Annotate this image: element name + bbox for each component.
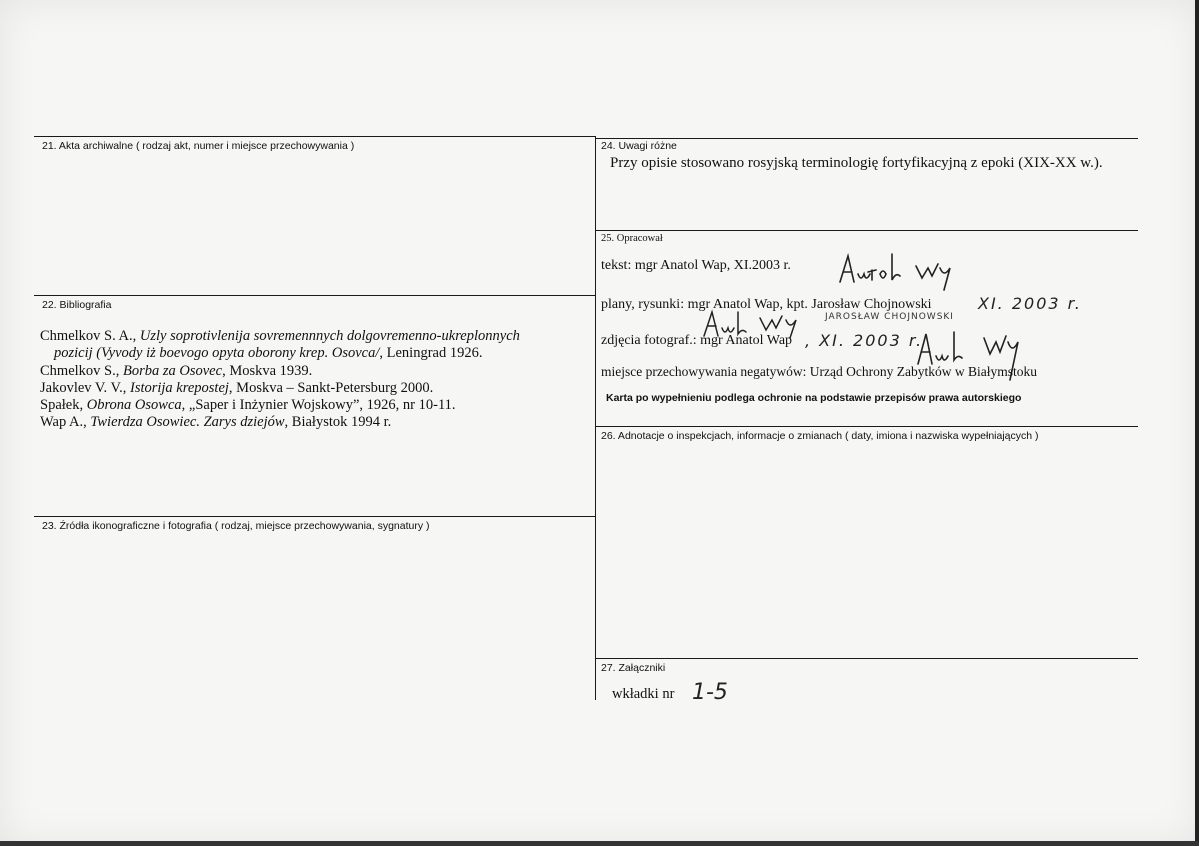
bibliography-entry: pozicij (Vyvody iż boevogo opyta oborony krep. Osovca/, Leningrad 1926. <box>54 345 483 362</box>
scan-edge-bottom <box>0 841 1199 846</box>
attachments-text: wkładki nr <box>612 686 675 702</box>
bibliography-list <box>40 328 520 432</box>
section-23-label: 23. Źródła ikonograficzne i fotografia ( rodzaj, miejsce przechowywania, sygnatury ) <box>42 520 430 532</box>
plans-text-line: plany, rysunki: mgr Anatol Wap, kpt. Jarosław Chojnowski <box>601 297 932 312</box>
section-25-label: 25. Opracował <box>601 233 663 244</box>
bibliography-entry: Chmelkov S. A., Uzly soprotivlenija sovremennnych dolgovremenno-ukreplonnych <box>40 328 520 344</box>
bibliography-entry: Wap A., Twierdza Osowiec. Zarys dziejów, Białystok 1994 r. <box>40 414 392 431</box>
negatives-storage-line: miejsce przechowywania negatywów: Urząd Ochrony Zabytków w Białymstoku <box>601 364 1038 379</box>
rule-25 <box>595 230 1138 231</box>
bibliography-entry: Jakovlev V. V., Istorija krepostej, Moskva – Sankt-Petersburg 2000. <box>40 379 434 396</box>
bibliography-entry: Chmelkov S., Borba za Osovec, Moskva 1939. <box>40 362 313 379</box>
section-26-label: 26. Adnotacje o inspekcjach, informacje o zmianach ( daty, imiona i nazwiska wypełniających ) <box>601 430 1039 442</box>
bibliography-entry: Spałek, Obrona Osowca, „Saper i Inżynier Wojskowy”, 1926, nr 10-11. <box>40 397 456 414</box>
signature-image <box>836 250 966 295</box>
scan-edge-right <box>1195 0 1199 846</box>
column-divider <box>595 136 596 700</box>
section-24-text: Przy opisie stosowano rosyjską terminologię fortyfikacyjną z epoki (XIX-XX w.). <box>610 155 1103 171</box>
rule-26 <box>595 426 1138 427</box>
copyright-note: Karta po wypełnieniu podlega ochronie na podstawie przepisów prawa autorskiego <box>606 392 1022 404</box>
photos-text-line: zdjęcia fotograf.: mgr Anatol Wap <box>601 333 793 348</box>
second-signature-print: JAROSŁAW CHOJNOWSKI <box>825 312 954 322</box>
rule-22 <box>34 295 595 296</box>
rule-27 <box>595 658 1138 659</box>
section-22-label: 22. Bibliografia <box>42 299 112 311</box>
section-21-label: 21. Akta archiwalne ( rodzaj akt, numer i miejsce przechowywania ) <box>42 140 355 152</box>
photos-date-handwritten: , XI. 2003 r. <box>805 331 924 350</box>
rule-top-right <box>595 138 1138 139</box>
author-text-line: tekst: mgr Anatol Wap, XI.2003 r. <box>601 258 791 273</box>
plans-date-handwritten: XI. 2003 r. <box>978 294 1082 313</box>
section-27-label: 27. Załączniki <box>601 662 666 674</box>
attachments-handwritten-number: 1-5 <box>692 680 728 705</box>
section-24-label: 24. Uwagi różne <box>601 140 677 152</box>
rule-top-left <box>34 136 595 137</box>
rule-23 <box>34 516 595 517</box>
